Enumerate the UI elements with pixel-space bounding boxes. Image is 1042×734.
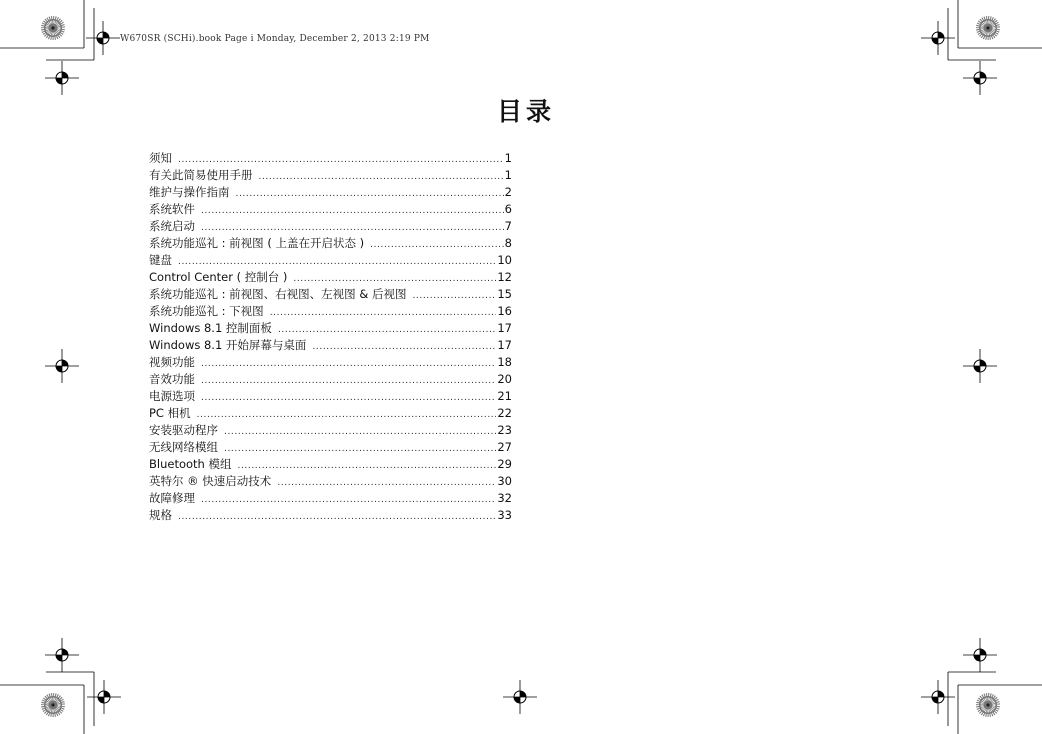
- file-info-header: W670SR (SCHi).book Page i Monday, December 2, 2013 2:19 PM: [120, 34, 430, 44]
- toc-entry[interactable]: [149, 388, 512, 405]
- toc-entry[interactable]: [149, 473, 512, 490]
- toc-dot-leader: [236, 186, 504, 203]
- toc-entry-page: 8: [504, 236, 512, 250]
- registration-mark-mid-left: [45, 349, 79, 383]
- toc-entry[interactable]: [149, 371, 512, 388]
- toc-entry-page: 17: [497, 338, 512, 352]
- toc-entry[interactable]: [149, 303, 512, 320]
- toc-entry-page: 18: [497, 355, 512, 369]
- toc-entry-title: 系统功能巡礼 : 前视图、右视图、左视图 & 后视图: [149, 287, 407, 301]
- toc-entry-title: 视频功能: [149, 355, 195, 369]
- toc-entry[interactable]: [149, 201, 512, 218]
- toc-entry-page: 29: [497, 457, 512, 471]
- toc-entry-page: 6: [504, 202, 512, 216]
- toc-dot-leader: [201, 356, 496, 373]
- toc-entry[interactable]: [149, 269, 512, 286]
- toc-entry-title: 系统功能巡礼 : 下视图: [149, 304, 264, 318]
- toc-dot-leader: [224, 424, 496, 441]
- toc-entry-title: 键盘: [149, 253, 172, 267]
- toc-dot-leader: [201, 390, 496, 407]
- registration-mark-bottom-center: [503, 680, 537, 714]
- toc-entry[interactable]: [149, 320, 512, 337]
- toc-entry-title: Windows 8.1 控制面板: [149, 321, 272, 335]
- toc-entry-title: 系统功能巡礼 : 前视图 ( 上盖在开启状态 ): [149, 236, 365, 250]
- toc-entry-page: 7: [504, 219, 512, 233]
- page-title: 目录: [497, 97, 556, 126]
- toc-entry-page: 17: [497, 321, 512, 335]
- toc-entry-page: 15: [497, 287, 512, 301]
- color-wheel-mark-top-right: [976, 16, 1000, 40]
- toc-dot-leader: [312, 339, 496, 356]
- toc-entry-page: 12: [497, 270, 512, 284]
- toc-dot-leader: [237, 458, 496, 475]
- toc-entry[interactable]: [149, 184, 512, 201]
- toc-entry[interactable]: [149, 150, 512, 167]
- toc-dot-leader: [277, 475, 496, 492]
- toc-entry-page: 2: [504, 185, 512, 199]
- toc-entry-title: 规格: [149, 508, 172, 522]
- color-wheel-mark-top-left: [41, 16, 65, 40]
- toc-entry-title: PC 相机: [149, 406, 191, 420]
- toc-entry-page: 16: [497, 304, 512, 318]
- toc-dot-leader: [201, 203, 504, 220]
- toc-entry-title: Bluetooth 模组: [149, 457, 232, 471]
- toc-entry-page: 33: [497, 508, 512, 522]
- toc-entry-title: 有关此简易使用手册: [149, 168, 253, 182]
- toc-entry-title: 音效功能: [149, 372, 195, 386]
- toc-entry[interactable]: [149, 218, 512, 235]
- toc-dot-leader: [370, 237, 504, 254]
- toc-entry-title: 安装驱动程序: [149, 423, 218, 437]
- toc-entry-title: Windows 8.1 开始屏幕与桌面: [149, 338, 307, 352]
- toc-entry[interactable]: [149, 490, 512, 507]
- toc-entry[interactable]: [149, 507, 512, 524]
- toc-entry-title: 故障修理: [149, 491, 195, 505]
- color-wheel-mark-bottom-right: [976, 693, 1000, 717]
- toc-dot-leader: [278, 322, 496, 339]
- toc-entry[interactable]: [149, 235, 512, 252]
- toc-entry-page: 30: [497, 474, 512, 488]
- color-wheel-mark-bottom-left: [41, 693, 65, 717]
- toc-entry-page: 20: [497, 372, 512, 386]
- toc-entry-page: 23: [497, 423, 512, 437]
- toc-entry[interactable]: [149, 405, 512, 422]
- toc-entry-title: 系统启动: [149, 219, 195, 233]
- toc-entry-page: 32: [497, 491, 512, 505]
- toc-entry-title: 无线网络模组: [149, 440, 218, 454]
- toc-dot-leader: [178, 509, 496, 526]
- toc-entry[interactable]: [149, 422, 512, 439]
- toc-entry[interactable]: [149, 252, 512, 269]
- toc-dot-leader: [412, 288, 496, 305]
- toc-entry-page: 1: [504, 151, 512, 165]
- toc-entry[interactable]: [149, 286, 512, 303]
- toc-entry-page: 27: [497, 440, 512, 454]
- toc-entry-title: 系统软件: [149, 202, 195, 216]
- toc-dot-leader: [197, 407, 497, 424]
- toc-entry-title: Control Center ( 控制台 ): [149, 270, 288, 284]
- toc-entry-title: 须知: [149, 151, 172, 165]
- toc-dot-leader: [201, 492, 496, 509]
- toc-entry-page: 1: [504, 168, 512, 182]
- toc-dot-leader: [201, 373, 496, 390]
- toc-entry-title: 电源选项: [149, 389, 195, 403]
- toc-entry-page: 21: [497, 389, 512, 403]
- toc-entry-page: 10: [497, 253, 512, 267]
- table-of-contents: [149, 150, 512, 524]
- toc-entry[interactable]: [149, 167, 512, 184]
- toc-entry-title: 维护与操作指南: [149, 185, 230, 199]
- toc-entry-page: 22: [497, 406, 512, 420]
- toc-entry[interactable]: [149, 354, 512, 371]
- toc-entry[interactable]: [149, 456, 512, 473]
- toc-dot-leader: [224, 441, 496, 458]
- toc-dot-leader: [259, 169, 504, 186]
- registration-mark-mid-right: [963, 349, 997, 383]
- toc-entry-title: 英特尔 ® 快速启动技术: [149, 474, 272, 488]
- toc-entry[interactable]: [149, 337, 512, 354]
- toc-dot-leader: [270, 305, 497, 322]
- toc-entry[interactable]: [149, 439, 512, 456]
